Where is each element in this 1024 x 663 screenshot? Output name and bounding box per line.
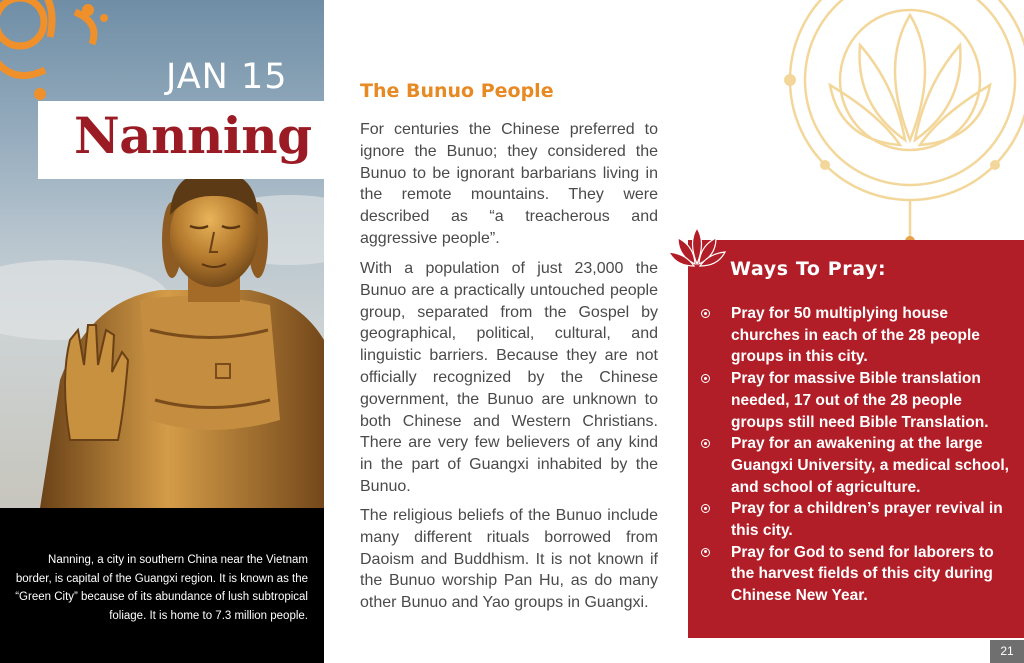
prayer-item: Pray for 50 multiplying house churches in each of the 28 people groups in this city. (700, 303, 1015, 368)
mandala-ornament-icon (735, 0, 1024, 255)
bullet-circle-icon (701, 439, 710, 448)
prayer-item: Pray for a children’s prayer revival in this city. (700, 498, 1015, 541)
bullet-circle-icon (701, 504, 710, 513)
bullet-circle-icon (701, 374, 710, 383)
prayer-item: Pray for massive Bible translation needed, 17 out of the 28 people groups still need Bible Translation. (700, 368, 1015, 433)
city-title: Nanning (74, 106, 312, 165)
article-paragraph-1: For centuries the Chinese preferred to ignore the Bunuo; they considered the Bunuo to be ignorant barbarians living in the remote mountains. They were described as “a treacherous and aggressive people”. (360, 121, 658, 247)
buddha-photo (0, 0, 324, 508)
bullet-circle-icon (701, 548, 710, 557)
prayer-list (700, 303, 1015, 607)
page-number: 21 (990, 640, 1024, 663)
lotus-icon (668, 224, 726, 270)
article-paragraph-3: The religious beliefs of the Bunuo include many different rituals borrowed from Daoism and Buddhism. It is not known if the Bunuo worship Pan Hu, as do many other Bunuo and Yao groups in Guangxi. (360, 507, 658, 612)
photo-caption: Nanning, a city in southern China near the Vietnam border, is capital of the Guangxi region. It is known as the “Green City” because of its abundance of lush subtropical foliage. It is home to 7.3 million people. (15, 554, 308, 622)
prayer-item: Pray for an awakening at the large Guangxi University, a medical school, and school of agriculture. (700, 433, 1015, 498)
prayer-title: Ways To Pray: (730, 258, 887, 280)
bullet-circle-icon (701, 309, 710, 318)
prayer-item: Pray for God to send for laborers to the harvest fields of this city during Chinese New Year. (700, 542, 1015, 607)
date-label: JAN 15 (166, 57, 288, 97)
article-paragraph-2: With a population of just 23,000 the Bunuo are a practically untouched people group, separated from the Gospel by geographical, political, cultural, and linguistic barriers. Because they are not officially recognized by the Chinese government, the Bunuo are unknown to both Chinese and Western Christians. There are very few believers of any kind in the part of Guangxi inhabited by the Bunuo. (360, 260, 658, 495)
article-heading: The Bunuo People (360, 80, 554, 102)
